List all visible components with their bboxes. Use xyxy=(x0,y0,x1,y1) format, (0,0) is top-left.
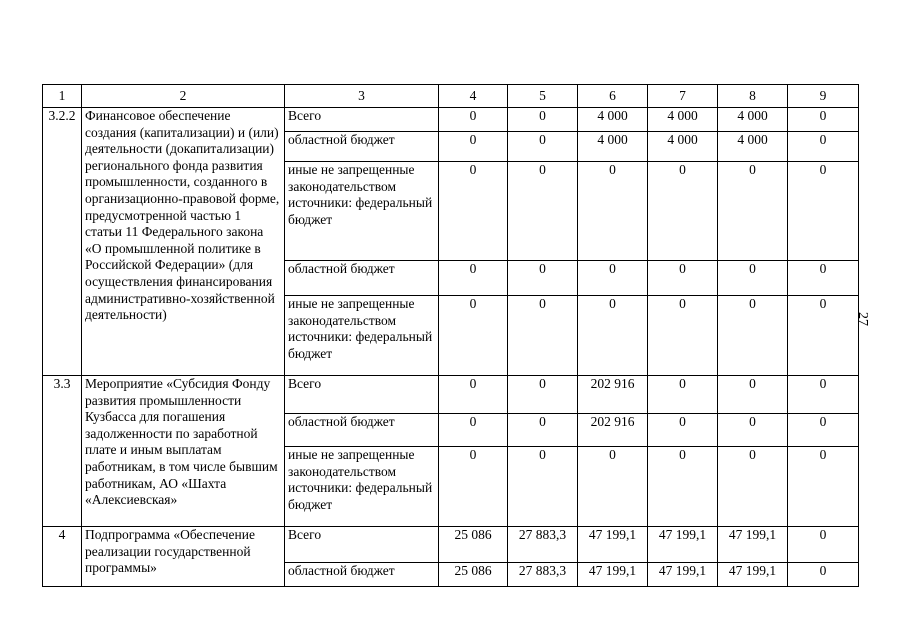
value-cell: 0 xyxy=(788,527,859,563)
value-cell: 0 xyxy=(718,376,788,414)
value-cell: 47 199,1 xyxy=(648,563,718,587)
page-number xyxy=(854,312,870,326)
value-cell: 0 xyxy=(439,376,508,414)
value-cell: 0 xyxy=(788,162,859,261)
header-cell: 9 xyxy=(788,85,859,108)
value-cell: 0 xyxy=(718,296,788,376)
value-cell: 0 xyxy=(439,447,508,527)
value-cell: 4 000 xyxy=(718,132,788,162)
item-code: 3.2.2 xyxy=(43,108,82,376)
value-cell: 47 199,1 xyxy=(718,563,788,587)
value-cell: 4 000 xyxy=(578,108,648,132)
value-cell: 0 xyxy=(788,414,859,447)
value-cell: 0 xyxy=(508,376,578,414)
header-row xyxy=(43,85,859,108)
value-cell: 27 883,3 xyxy=(508,527,578,563)
value-cell: 0 xyxy=(578,162,648,261)
value-cell: 47 199,1 xyxy=(648,527,718,563)
value-cell: 0 xyxy=(439,108,508,132)
value-cell: 0 xyxy=(508,162,578,261)
source-label: областной бюджет xyxy=(285,414,439,447)
value-cell: 47 199,1 xyxy=(578,563,648,587)
item-code: 3.3 xyxy=(43,376,82,527)
value-cell: 0 xyxy=(648,414,718,447)
value-cell: 0 xyxy=(439,296,508,376)
value-cell: 0 xyxy=(788,563,859,587)
value-cell: 0 xyxy=(648,296,718,376)
value-cell: 202 916 xyxy=(578,414,648,447)
value-cell: 0 xyxy=(788,447,859,527)
value-cell: 47 199,1 xyxy=(718,527,788,563)
value-cell: 0 xyxy=(718,447,788,527)
table-row xyxy=(43,527,859,563)
value-cell: 0 xyxy=(788,376,859,414)
source-label: областной бюджет xyxy=(285,563,439,587)
header-cell: 1 xyxy=(43,85,82,108)
source-label: Всего xyxy=(285,376,439,414)
source-label: Всего xyxy=(285,108,439,132)
value-cell: 0 xyxy=(788,296,859,376)
value-cell: 0 xyxy=(648,376,718,414)
item-description: Подпрограмма «Обеспечение реализации государственной программы» xyxy=(82,527,285,587)
value-cell: 0 xyxy=(578,296,648,376)
source-label: иные не запрещенные законодательством источники: федеральный бюджет xyxy=(285,296,439,376)
source-label: областной бюджет xyxy=(285,132,439,162)
value-cell: 0 xyxy=(648,261,718,296)
value-cell: 27 883,3 xyxy=(508,563,578,587)
table-row xyxy=(43,108,859,132)
value-cell: 4 000 xyxy=(718,108,788,132)
value-cell: 0 xyxy=(508,132,578,162)
table-row xyxy=(43,376,859,414)
header-cell: 6 xyxy=(578,85,648,108)
value-cell: 47 199,1 xyxy=(578,527,648,563)
header-cell: 8 xyxy=(718,85,788,108)
value-cell: 0 xyxy=(439,132,508,162)
value-cell: 0 xyxy=(788,132,859,162)
value-cell: 4 000 xyxy=(648,108,718,132)
value-cell: 0 xyxy=(508,261,578,296)
value-cell: 25 086 xyxy=(439,563,508,587)
value-cell: 0 xyxy=(788,108,859,132)
header-cell: 3 xyxy=(285,85,439,108)
item-description: Мероприятие «Субсидия Фонду развития промышленности Кузбасса для погашения задолженности по заработной плате и иным выплатам работникам, в том числе бывшим работникам, АО «Шахта «Алексиевская» xyxy=(82,376,285,527)
value-cell: 0 xyxy=(648,447,718,527)
value-cell: 0 xyxy=(439,162,508,261)
item-code: 4 xyxy=(43,527,82,587)
value-cell: 0 xyxy=(439,261,508,296)
header-cell: 7 xyxy=(648,85,718,108)
value-cell: 4 000 xyxy=(578,132,648,162)
value-cell: 0 xyxy=(578,261,648,296)
value-cell: 0 xyxy=(439,414,508,447)
value-cell: 0 xyxy=(508,108,578,132)
source-label: областной бюджет xyxy=(285,261,439,296)
source-label: иные не запрещенные законодательством источники: федеральный бюджет xyxy=(285,447,439,527)
value-cell: 0 xyxy=(508,414,578,447)
value-cell: 0 xyxy=(648,162,718,261)
page-number-text: 27 xyxy=(855,312,870,326)
header-cell: 2 xyxy=(82,85,285,108)
header-cell: 4 xyxy=(439,85,508,108)
value-cell: 25 086 xyxy=(439,527,508,563)
value-cell: 0 xyxy=(508,447,578,527)
value-cell: 0 xyxy=(718,414,788,447)
funding-table xyxy=(42,84,859,587)
value-cell: 0 xyxy=(718,261,788,296)
header-cell: 5 xyxy=(508,85,578,108)
value-cell: 0 xyxy=(788,261,859,296)
source-label: Всего xyxy=(285,527,439,563)
item-description: Финансовое обеспечение создания (капитализации) и (или) деятельности (докапитализации) регионального фонда развития промышленности, созданного в организационно-правовой форме, предусмотренной частью 1 статьи 11 Федерального закона «О промышленной политике в Российской Федерации» (для осуществления финансирования административно-хозяйственной деятельности) xyxy=(82,108,285,376)
value-cell: 0 xyxy=(718,162,788,261)
value-cell: 202 916 xyxy=(578,376,648,414)
value-cell: 4 000 xyxy=(648,132,718,162)
source-label: иные не запрещенные законодательством источники: федеральный бюджет xyxy=(285,162,439,261)
value-cell: 0 xyxy=(578,447,648,527)
value-cell: 0 xyxy=(508,296,578,376)
